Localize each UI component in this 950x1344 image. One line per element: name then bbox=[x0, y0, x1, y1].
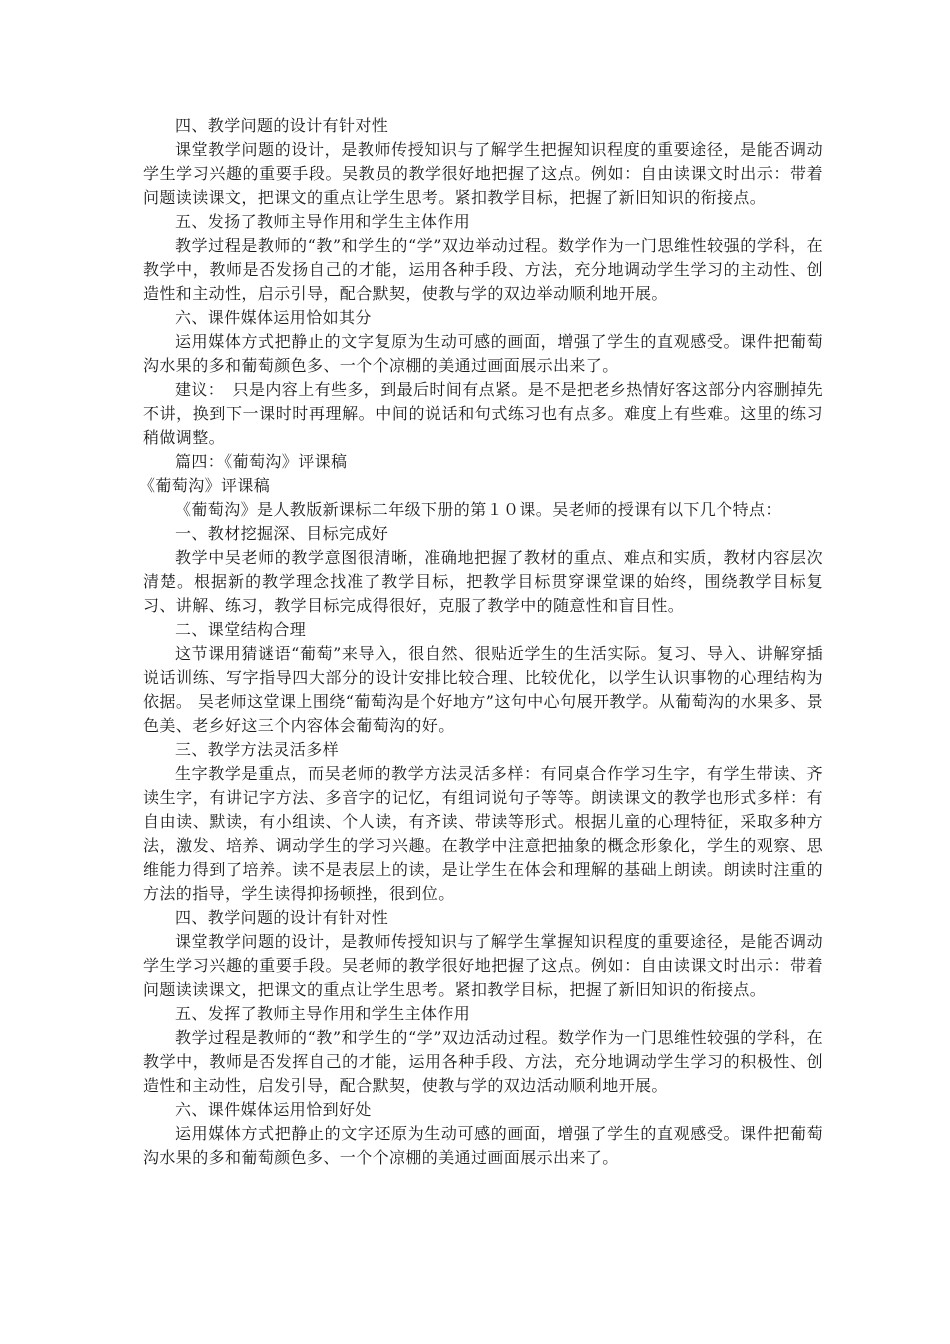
suggestion-paragraph: 建议： 只是内容上有些多，到最后时间有点紧。是不是把老乡热情好客这部分内容删掉先不讲，换到下一课时时再理解。中间的说话和句式练习也有点多。难度上有些难。这里的练习稍做调整。 bbox=[143, 380, 824, 447]
body-paragraph: 课堂教学问题的设计，是教师传授知识与了解学生把握知识程度的重要途径，是能否调动学生学习兴趣的重要手段。吴教员的教学很好地把握了这点。例如：自由读课文时出示：带着问题读读课文，把课文的重点让学生思考。紧扣教学目标，把握了新旧知识的衔接点。 bbox=[143, 140, 823, 207]
section-heading: 四、教学问题的设计有针对性 bbox=[175, 116, 389, 135]
section-heading: 四、教学问题的设计有针对性 bbox=[175, 908, 389, 927]
article-title: 《葡萄沟》评课稿 bbox=[139, 476, 271, 495]
section-heading: 二、课堂结构合理 bbox=[175, 620, 307, 639]
section-heading: 六、课件媒体运用恰到好处 bbox=[175, 1100, 372, 1119]
section-heading: 五、发扬了教师主导作用和学生主体作用 bbox=[175, 212, 471, 231]
section-heading: 五、发挥了教师主导作用和学生主体作用 bbox=[175, 1004, 471, 1023]
intro-paragraph: 《葡萄沟》是人教版新课标二年级下册的第１０课。吴老师的授课有以下几个特点： bbox=[175, 500, 782, 519]
section-heading: 一、教材挖掘深、目标完成好 bbox=[175, 524, 389, 543]
article-heading: 篇四：《葡萄沟》评课稿 bbox=[175, 452, 348, 471]
body-paragraph: 教学过程是教师的“教”和学生的“学”双边活动过程。数学作为一门思维性较强的学科，在教学中，教师是否发挥自己的才能，运用各种手段、方法，充分地调动学生学习的积极性、创造性和主动性，启发引导，配合默契，使教与学的双边活动顺利地开展。 bbox=[143, 1028, 823, 1095]
section-heading: 六、课件媒体运用恰如其分 bbox=[175, 308, 372, 327]
body-paragraph: 教学过程是教师的“教”和学生的“学”双边举动过程。数学作为一门思维性较强的学科，在教学中，教师是否发扬自己的才能，运用各种手段、方法，充分地调动学生学习的主动性、创造性和主动性，启示引导，配合默契，使教与学的双边举动顺利地开展。 bbox=[143, 236, 823, 303]
body-paragraph: 运用媒体方式把静止的文字复原为生动可感的画面，增强了学生的直观感受。课件把葡萄沟水果的多和葡萄颜色多、一个个凉棚的美通过画面展示出来了。 bbox=[143, 332, 823, 375]
document-body bbox=[139, 114, 824, 1170]
body-paragraph: 这节课用猜谜语“葡萄”来导入，很自然、很贴近学生的生活实际。复习、导入、讲解穿插说话训练、写字指导四大部分的设计安排比较合理、比较优化，以学生认识事物的心理结构为依据。 吴老师这堂课上围绕“葡萄沟是个好地方”这句中心句展开教学。从葡萄沟的水果多、景色美、老乡好这三个内容体会葡萄沟的好。 bbox=[143, 644, 823, 735]
body-paragraph: 课堂教学问题的设计，是教师传授知识与了解学生掌握知识程度的重要途径，是能否调动学生学习兴趣的重要手段。吴老师的教学很好地把握了这点。例如：自由读课文时出示：带着问题读读课文，把课文的重点让学生思考。紧扣教学目标，把握了新旧知识的衔接点。 bbox=[143, 932, 823, 999]
body-paragraph: 教学中吴老师的教学意图很清晰，准确地把握了教材的重点、难点和实质，教材内容层次清楚。根据新的教学理念找准了教学目标，把教学目标贯穿课堂课的始终，围绕教学目标复习、讲解、练习，教学目标完成得很好，克服了教学中的随意性和盲目性。 bbox=[143, 548, 823, 615]
section-heading: 三、教学方法灵活多样 bbox=[175, 740, 340, 759]
body-paragraph: 运用媒体方式把静止的文字还原为生动可感的画面，增强了学生的直观感受。课件把葡萄沟水果的多和葡萄颜色多、一个个凉棚的美通过画面展示出来了。 bbox=[143, 1124, 823, 1167]
body-paragraph: 生字教学是重点，而吴老师的教学方法灵活多样：有同桌合作学习生字，有学生带读、齐读生字，有讲记字方法、多音字的记忆，有组词说句子等等。朗读课文的教学也形式多样：有自由读、默读，有小组读、个人读，有齐读、带读等形式。根据儿童的心理特征，采取多种方法，激发、培养、调动学生的学习兴趣。在教学中注意把抽象的概念形象化，学生的观察、思维能力得到了培养。读不是表层上的读，是让学生在体会和理解的基础上朗读。朗读时注重的方法的指导，学生读得抑扬顿挫，很到位。 bbox=[143, 764, 823, 903]
